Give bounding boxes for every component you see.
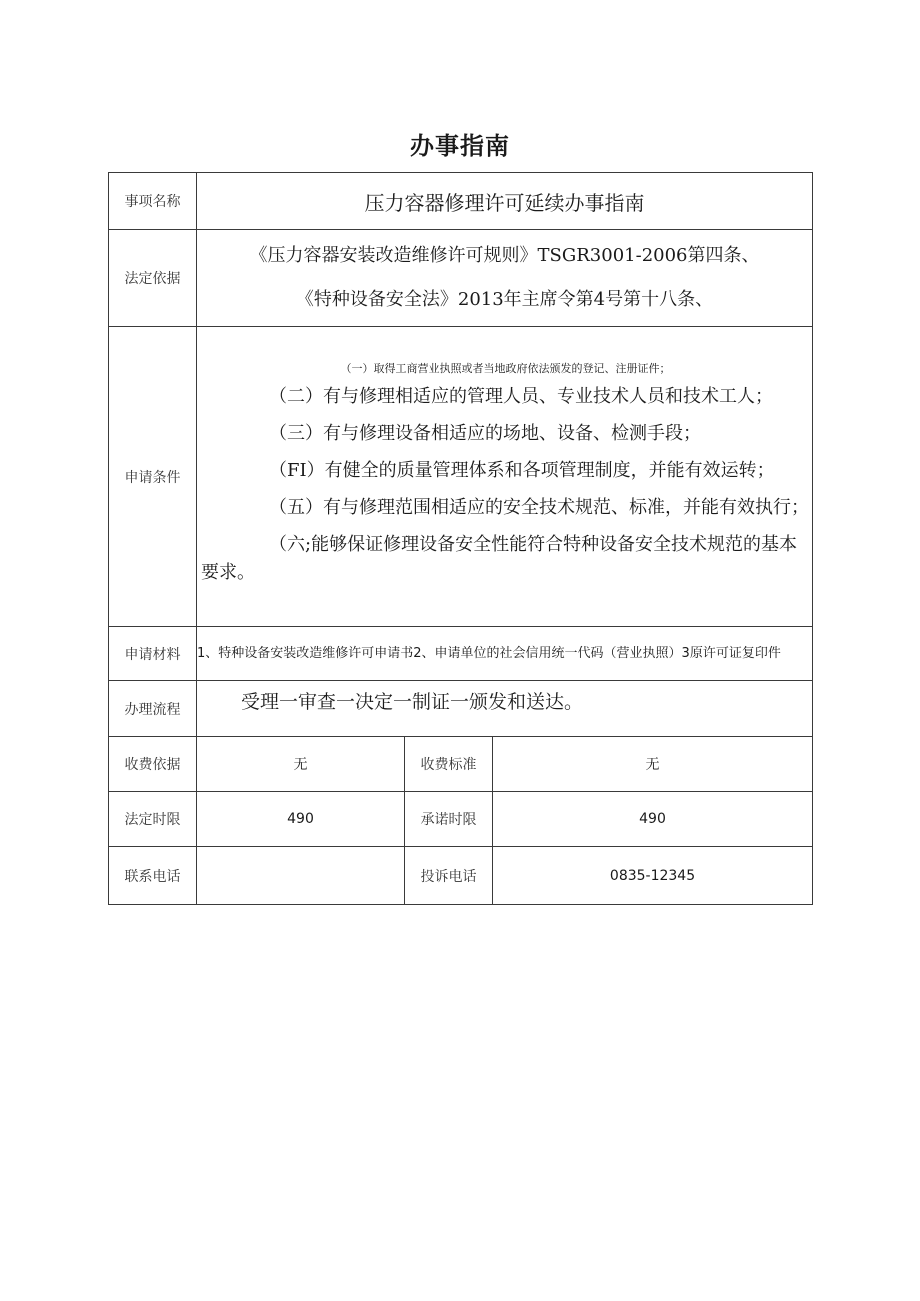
page-title: 办事指南: [410, 132, 510, 160]
fee-standard-label: 收费标准: [405, 737, 493, 792]
legal-basis-value: [197, 230, 813, 327]
row-conditions: [109, 327, 813, 627]
fee-basis-label: 收费依据: [109, 737, 197, 792]
process-value: 受理一审查一决定一制证一颁发和送达。: [197, 681, 813, 737]
condition-item-3: （三）有与修理设备相适应的场地、设备、检测手段；: [269, 422, 701, 444]
promised-time-label: 承诺时限: [405, 792, 493, 847]
guide-table: [108, 172, 813, 905]
promised-time-value: 490: [493, 792, 813, 847]
legal-time-value: 490: [197, 792, 405, 847]
condition-item-1: （一）取得工商营业执照或者当地政府依法颁发的登记、注册证件；: [340, 361, 671, 375]
item-name-value: 压力容器修理许可延续办事指南: [197, 173, 813, 230]
conditions-value: [197, 327, 813, 627]
complaint-phone-value: 0835-12345: [493, 847, 813, 905]
legal-basis-line-2: 《特种设备安全法》2013年主席令第4号第十八条、: [295, 289, 714, 310]
materials-label: 申请材料: [109, 627, 197, 681]
legal-time-label: 法定时限: [109, 792, 197, 847]
condition-item-5: （五）有与修理范围相适应的安全技术规范、标准，并能有效执行；: [269, 496, 809, 518]
row-contact: [109, 847, 813, 905]
contact-phone-value: [197, 847, 405, 905]
row-time-limit: [109, 792, 813, 847]
condition-item-4: （FI）有健全的质量管理体系和各项管理制度，并能有效运转；: [269, 459, 775, 481]
legal-basis-label: 法定依据: [109, 230, 197, 327]
row-legal-basis: [109, 230, 813, 327]
row-process: [109, 681, 813, 737]
row-materials: [109, 627, 813, 681]
fee-standard-value: 无: [493, 737, 813, 792]
complaint-phone-label: 投诉电话: [405, 847, 493, 905]
contact-phone-label: 联系电话: [109, 847, 197, 905]
row-fee: [109, 737, 813, 792]
fee-basis-value: 无: [197, 737, 405, 792]
item-name-label: 事项名称: [109, 173, 197, 230]
process-label: 办理流程: [109, 681, 197, 737]
legal-basis-line-1: 《压力容器安装改造维修许可规则》TSGR3001-2006第四条、: [249, 245, 760, 266]
materials-value: 1、特种设备安装改造维修许可申请书2、申请单位的社会信用统一代码（营业执照）3原许可证复印件: [197, 627, 813, 681]
conditions-label: 申请条件: [109, 327, 197, 627]
condition-item-6: （六;能够保证修理设备安全性能符合特种设备安全技术规范的基本要求。: [201, 533, 798, 583]
condition-item-2: （二）有与修理相适应的管理人员、专业技术人员和技术工人；: [269, 385, 773, 407]
row-item-name: [109, 173, 813, 230]
